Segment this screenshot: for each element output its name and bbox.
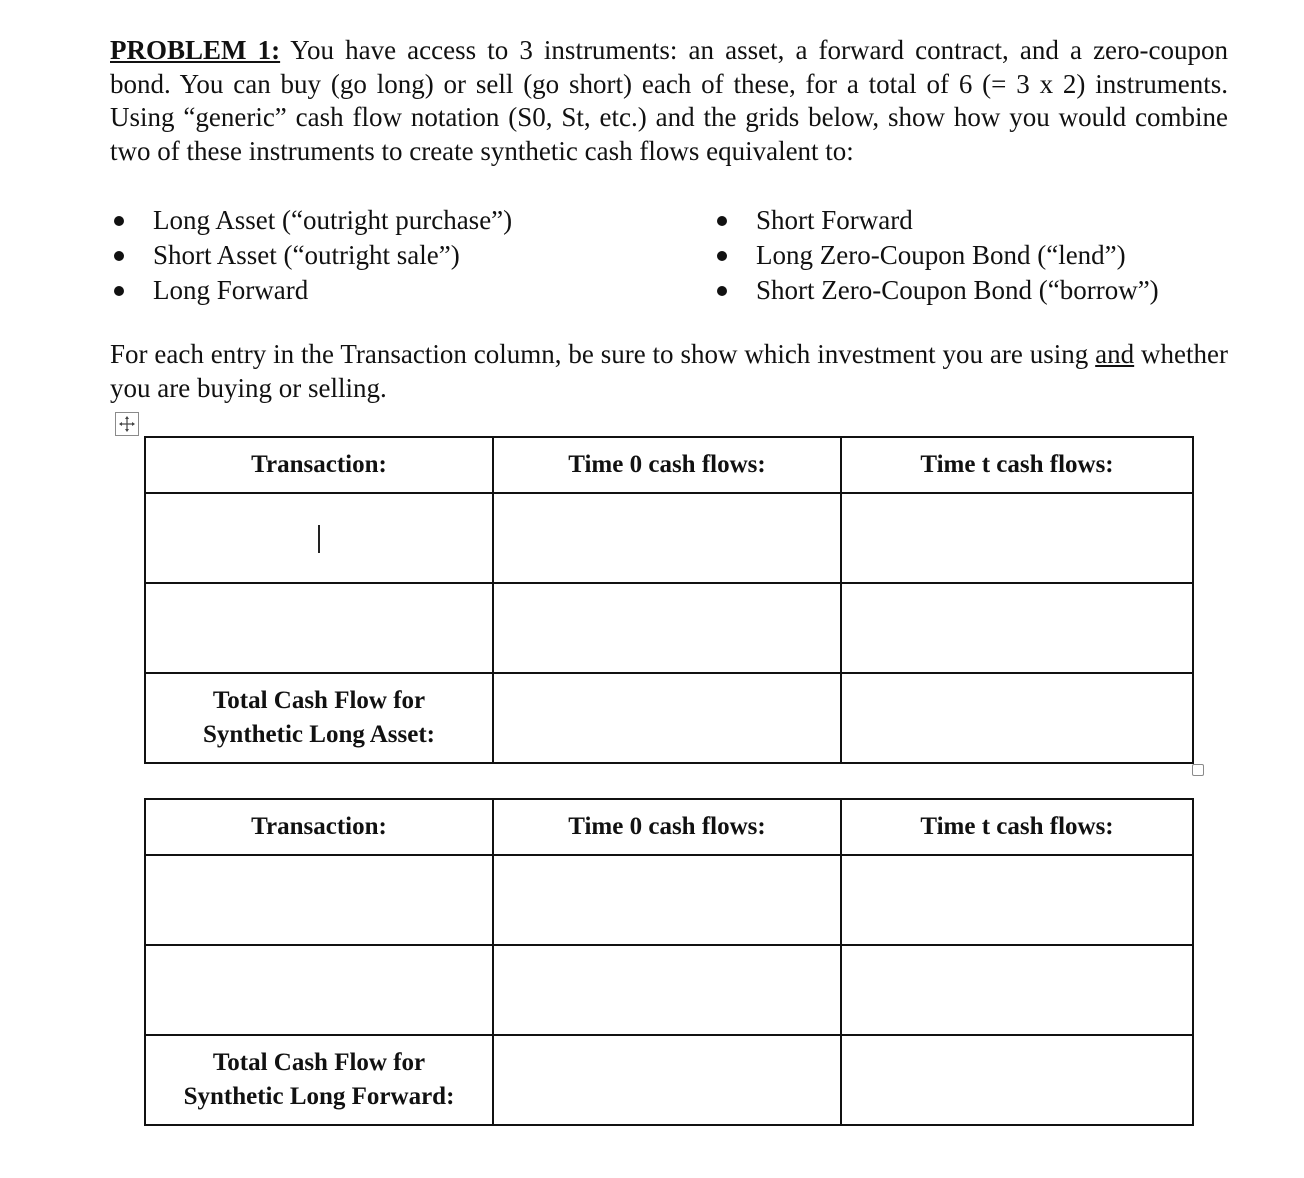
timet-cell[interactable] — [841, 493, 1193, 583]
total-label: Total Cash Flow for Synthetic Long Asset: — [145, 673, 493, 763]
transaction-cell[interactable] — [145, 855, 493, 945]
problem-statement — [110, 34, 1228, 168]
problem-text: You have access to 3 instruments: an asset, a forward contract, and a zero-coupon bond. You can buy (go long) or sell (go short) each of these, for a total of 6 (= 3 x 2) instruments. Using “generic” cash flow notation (S0, St, etc.) and the grids below, show how you would combine two of these instruments to create synthetic cash flows equivalent to: — [110, 35, 1229, 166]
timet-cell[interactable] — [841, 855, 1193, 945]
bullet-icon — [717, 216, 727, 226]
time0-total-cell[interactable] — [493, 673, 841, 763]
list-item: Long Zero-Coupon Bond (“lend”) — [713, 238, 1159, 273]
table-header-row — [145, 437, 1193, 493]
emphasis-and: and — [1095, 339, 1135, 369]
move-arrows-icon — [118, 415, 136, 433]
bullet-icon — [114, 216, 124, 226]
instruction-text: For each entry in the Transaction column, be sure to show which investment you are using and whether you are buying or selling. — [110, 339, 1228, 403]
bullet-icon — [114, 286, 124, 296]
list-item: Long Forward — [110, 273, 512, 308]
instrument-list-left — [110, 203, 512, 308]
table-row — [145, 945, 1193, 1035]
transaction-cell[interactable] — [145, 945, 493, 1035]
synthetic-long-forward-table — [144, 798, 1194, 1126]
total-row — [145, 1035, 1193, 1125]
table-move-icon[interactable] — [115, 412, 139, 436]
problem-label: PROBLEM 1: — [110, 35, 281, 65]
total-label: Total Cash Flow for Synthetic Long Forward: — [145, 1035, 493, 1125]
table-row — [145, 583, 1193, 673]
instrument-list-right — [713, 203, 1159, 308]
header-timet: Time t cash flows: — [841, 799, 1193, 855]
table-row — [145, 493, 1193, 583]
time0-cell[interactable] — [493, 945, 841, 1035]
time0-total-cell[interactable] — [493, 1035, 841, 1125]
time0-cell[interactable] — [493, 855, 841, 945]
list-item: Short Forward — [713, 203, 1159, 238]
list-item: Short Zero-Coupon Bond (“borrow”) — [713, 273, 1159, 308]
bullet-icon — [717, 286, 727, 296]
table-header-row — [145, 799, 1193, 855]
header-time0: Time 0 cash flows: — [493, 437, 841, 493]
timet-cell[interactable] — [841, 945, 1193, 1035]
time0-cell[interactable] — [493, 493, 841, 583]
transaction-cell[interactable] — [145, 493, 493, 583]
header-transaction: Transaction: — [145, 437, 493, 493]
header-time0: Time 0 cash flows: — [493, 799, 841, 855]
synthetic-long-asset-table — [144, 436, 1194, 764]
bullet-icon — [114, 251, 124, 261]
bullet-icon — [717, 251, 727, 261]
list-item: Short Asset (“outright sale”) — [110, 238, 512, 273]
timet-total-cell[interactable] — [841, 673, 1193, 763]
table-row — [145, 855, 1193, 945]
transaction-cell[interactable] — [145, 583, 493, 673]
list-item: Long Asset (“outright purchase”) — [110, 203, 512, 238]
time0-cell[interactable] — [493, 583, 841, 673]
text-cursor — [318, 525, 320, 553]
timet-cell[interactable] — [841, 583, 1193, 673]
timet-total-cell[interactable] — [841, 1035, 1193, 1125]
header-transaction: Transaction: — [145, 799, 493, 855]
header-timet: Time t cash flows: — [841, 437, 1193, 493]
table-resize-icon[interactable] — [1192, 764, 1204, 776]
total-row — [145, 673, 1193, 763]
